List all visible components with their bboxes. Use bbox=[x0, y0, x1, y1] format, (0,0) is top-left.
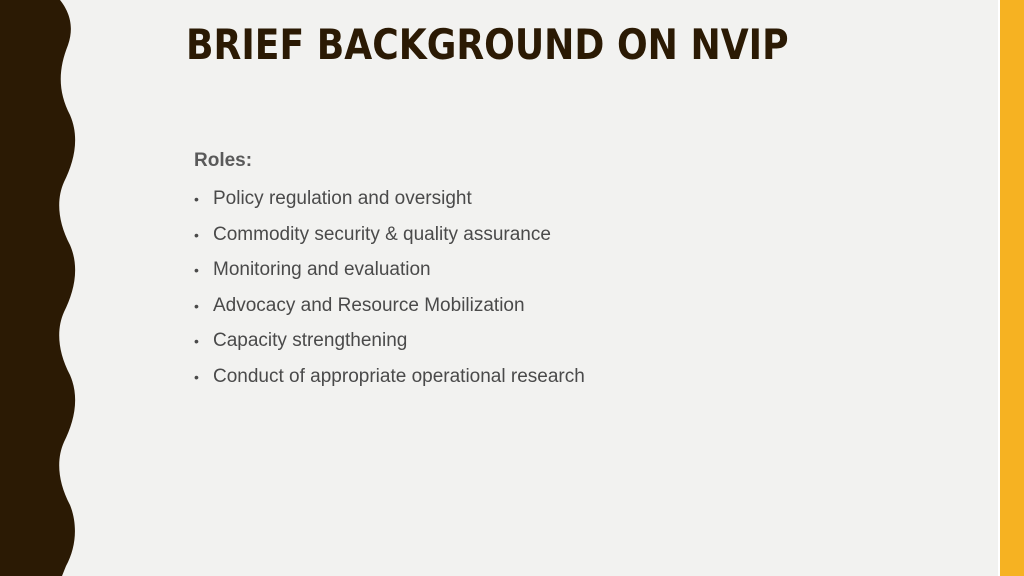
list-item bbox=[194, 222, 894, 258]
list-item bbox=[194, 186, 894, 222]
role-text: Commodity security & quality assurance bbox=[213, 223, 551, 245]
wavy-side-band bbox=[0, 0, 90, 576]
list-item bbox=[194, 293, 894, 329]
bullet-icon: • bbox=[194, 262, 199, 279]
bullet-icon: • bbox=[194, 297, 199, 314]
bullet-icon: • bbox=[194, 333, 199, 350]
role-text: Capacity strengthening bbox=[213, 330, 408, 352]
role-text: Monitoring and evaluation bbox=[213, 259, 431, 281]
bullet-icon: • bbox=[194, 226, 199, 243]
slide-title: BRIEF BACKGROUND ON NVIP bbox=[186, 20, 789, 69]
list-item bbox=[194, 364, 894, 400]
roles-heading: Roles: bbox=[194, 150, 253, 171]
list-item bbox=[194, 257, 894, 293]
role-text: Advocacy and Resource Mobilization bbox=[213, 294, 525, 316]
role-text: Policy regulation and oversight bbox=[213, 188, 472, 209]
role-text: Conduct of appropriate operational research bbox=[213, 365, 585, 387]
roles-list bbox=[194, 186, 894, 400]
bullet-icon: • bbox=[194, 191, 199, 207]
accent-side-bar bbox=[1000, 0, 1024, 576]
list-item bbox=[194, 328, 894, 364]
slide-content bbox=[194, 148, 894, 400]
bullet-icon: • bbox=[194, 368, 199, 385]
